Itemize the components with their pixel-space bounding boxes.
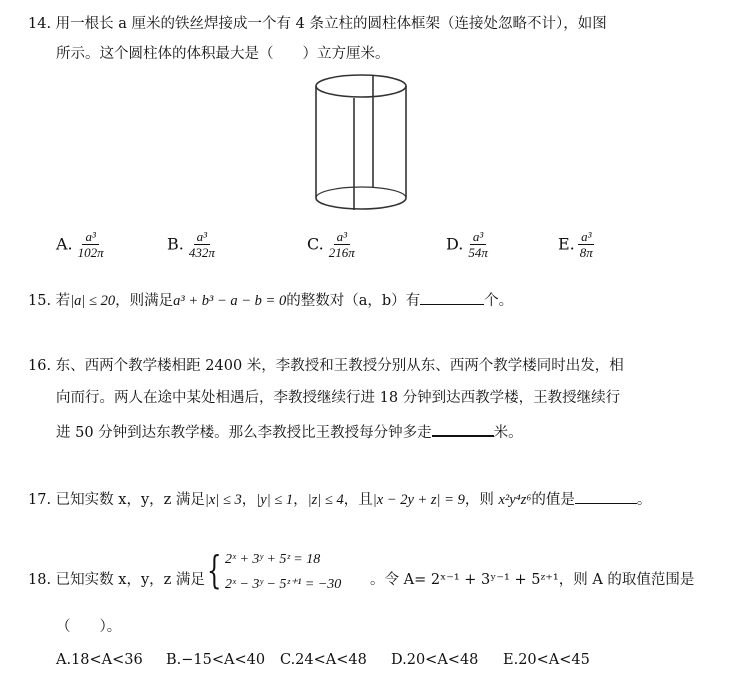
q18-intro: 18. 已知实数 x，y，z 满足 [28, 572, 205, 588]
cylinder-figure [310, 72, 414, 216]
q18-paren: （ ）。 [56, 619, 122, 635]
q16-line3: 进 50 分钟到达东教学楼。那么李教授比王教授每分钟多走 米。 [56, 421, 523, 443]
q18-option-c[interactable]: C.24<A<48 [280, 652, 367, 668]
q18-option-e[interactable]: E.20<A<45 [503, 652, 590, 668]
q17-answer-blank[interactable] [575, 489, 637, 504]
q18-expression: 。令 A= 2ˣ⁻¹ + 3ʸ⁻¹ + 5ᶻ⁺¹，则 A 的取值范围是 [370, 572, 695, 588]
q15-answer-blank[interactable] [420, 290, 484, 305]
q15-equation: a³ + b³ − a − b = 0 [173, 293, 287, 309]
q14-option-e[interactable]: E. $\frac{\text{a³}}{8\pi}$ [558, 229, 593, 260]
q16-line1: 16. 东、西两个教学楼相距 2400 米，李教授和王教授分别从东、西两个教学楼同时出发，相 [28, 358, 624, 374]
left-brace: { [207, 548, 222, 592]
q14-option-a[interactable]: A. $\frac{\text{a³}}{102\pi}$ [56, 229, 104, 260]
q14-option-c[interactable]: C. $\frac{\text{a³}}{216\pi}$ [307, 229, 355, 260]
q18-option-d[interactable]: D.20<A<48 [391, 652, 479, 668]
q15: 15. 若|a| ≤ 20，则满足a³ + b³ − a − b = 0的整数对（a，b）有 个。 [28, 290, 513, 311]
q14-option-d[interactable]: D. $\frac{\text{a³}}{54\pi}$ [446, 229, 488, 260]
q14-line1: 14. 用一根长 a 厘米的铁丝焊接成一个有 4 条立柱的圆柱体框架（连接处忽略不计），如图 [28, 16, 607, 32]
q16-line2: 向而行。两人在途中某处相遇后，李教授继续行进 18 分钟到达西教学楼，王教授继续行 [56, 390, 621, 406]
q14-option-b[interactable]: B. $\frac{\text{a³}}{432\pi}$ [167, 229, 215, 260]
q14-line2: 所示。这个圆柱体的体积最大是（ ）立方厘米。 [56, 46, 390, 62]
q15-condition: |a| ≤ 20 [70, 293, 116, 309]
q18-option-a[interactable]: A.18<A<36 [56, 652, 143, 668]
q18-option-b[interactable]: B.−15<A<40 [166, 652, 266, 668]
q16-answer-blank[interactable] [432, 421, 494, 437]
q17: 17. 已知实数 x，y，z 满足|x| ≤ 3，|y| ≤ 1，|z| ≤ 4，且|x − 2y + z| = 9，则 x²y⁴z⁶的值是 。 [28, 489, 651, 510]
